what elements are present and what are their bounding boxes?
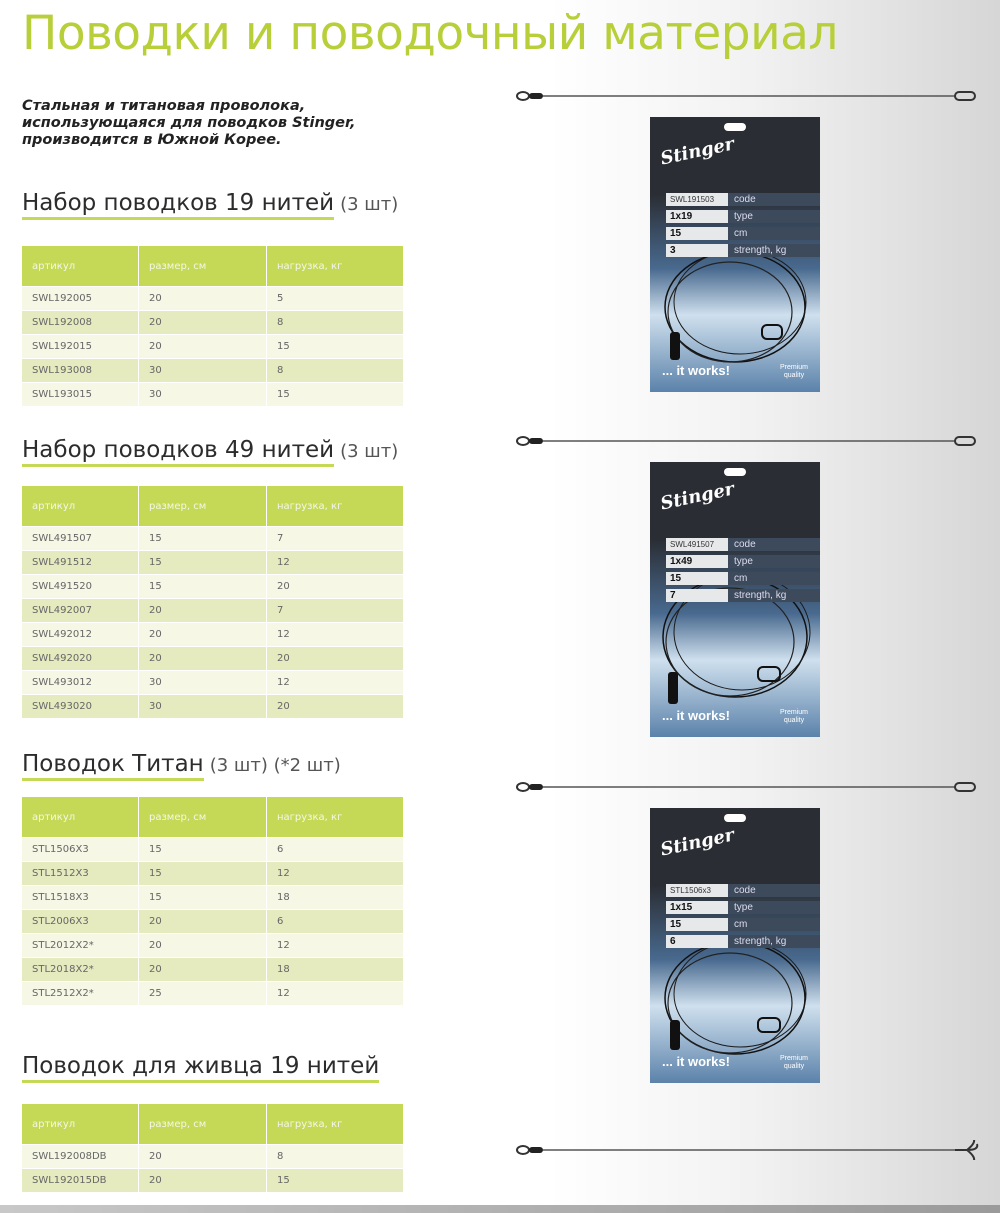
section-title-titanium-leader [22, 751, 341, 781]
cell-size: 20 [139, 957, 267, 981]
intro-line: производится в Южной Корее. [22, 132, 282, 148]
intro-line: Стальная и титановая проволока, [22, 98, 306, 114]
leader-wire-image [515, 86, 980, 106]
quality-badge: Premium quality [779, 1055, 808, 1070]
section-title-text: Набор поводков 49 нитей [22, 437, 334, 467]
package-strength-label: strength, kg [728, 244, 820, 257]
brand-logo: Stinger [658, 133, 737, 170]
cell-size: 30 [139, 382, 267, 406]
product-package-image [650, 462, 820, 737]
product-package-image [650, 808, 820, 1083]
column-header-load: нагрузка, кг [267, 1104, 404, 1144]
package-slogan: ... it works! [662, 708, 730, 723]
brand-logo: Stinger [658, 824, 737, 861]
table-row [22, 694, 404, 718]
package-code-label: code [728, 193, 820, 206]
column-header-load: нагрузка, кг [267, 797, 404, 837]
product-package-image [650, 117, 820, 392]
cell-size: 30 [139, 358, 267, 382]
cell-article: SWL193008 [22, 358, 139, 382]
package-type-label: type [728, 901, 820, 914]
column-header-size: размер, см [139, 486, 267, 526]
cell-article: SWL492012 [22, 622, 139, 646]
cell-article: SWL492007 [22, 598, 139, 622]
package-slogan: ... it works! [662, 363, 730, 378]
package-strength-value: 6 [666, 935, 728, 948]
package-type-value: 1x15 [666, 901, 728, 914]
package-length-value: 15 [666, 227, 728, 240]
cell-article: SWL192008DB [22, 1144, 139, 1168]
table-row [22, 1168, 404, 1192]
table-row [22, 861, 404, 885]
section-note: (3 шт) [340, 194, 399, 215]
package-strength-value: 7 [666, 589, 728, 602]
cell-load: 18 [267, 885, 404, 909]
cell-load: 12 [267, 981, 404, 1005]
column-header-article: артикул [22, 1104, 139, 1144]
table-row [22, 382, 404, 406]
table-row [22, 909, 404, 933]
table-row [22, 598, 404, 622]
intro-line: использующаяся для поводков Stinger, [22, 115, 356, 131]
column-header-size: размер, см [139, 1104, 267, 1144]
cell-article: SWL192015DB [22, 1168, 139, 1192]
table-row [22, 526, 404, 550]
table-row [22, 933, 404, 957]
table-row [22, 1144, 404, 1168]
cell-size: 15 [139, 837, 267, 861]
cell-article: STL2018X2* [22, 957, 139, 981]
cell-size: 15 [139, 526, 267, 550]
table-row [22, 981, 404, 1005]
cell-load: 12 [267, 861, 404, 885]
cell-size: 15 [139, 861, 267, 885]
cell-article: SWL493020 [22, 694, 139, 718]
package-length-label: cm [728, 572, 820, 585]
package-code-label: code [728, 538, 820, 551]
package-length-value: 15 [666, 572, 728, 585]
cell-load: 15 [267, 334, 404, 358]
package-strength-label: strength, kg [728, 935, 820, 948]
cell-size: 15 [139, 885, 267, 909]
cell-article: STL1512X3 [22, 861, 139, 885]
table-row [22, 286, 404, 310]
spec-table-titanium-leader [22, 797, 404, 1005]
package-slogan: ... it works! [662, 1054, 730, 1069]
cell-article: STL2512X2* [22, 981, 139, 1005]
cell-size: 20 [139, 933, 267, 957]
cell-load: 15 [267, 382, 404, 406]
column-header-article: артикул [22, 486, 139, 526]
table-row [22, 646, 404, 670]
cell-load: 8 [267, 310, 404, 334]
table-header-row [22, 246, 404, 286]
leader-wire-image [515, 431, 980, 451]
quality-badge: Premium quality [779, 709, 808, 724]
spec-table-live-bait-leader [22, 1104, 404, 1192]
cell-size: 15 [139, 574, 267, 598]
cell-article: SWL193015 [22, 382, 139, 406]
column-header-article: артикул [22, 246, 139, 286]
section-title-49-strand-set [22, 437, 398, 467]
cell-size: 30 [139, 670, 267, 694]
package-code-label: code [728, 884, 820, 897]
spec-table-49-strand-set [22, 486, 404, 718]
package-type-label: type [728, 210, 820, 223]
cell-article: STL2006X3 [22, 909, 139, 933]
table-row [22, 334, 404, 358]
table-header-row [22, 1104, 404, 1144]
package-length-value: 15 [666, 918, 728, 931]
cell-load: 8 [267, 1144, 404, 1168]
cell-size: 20 [139, 646, 267, 670]
cell-load: 7 [267, 598, 404, 622]
cell-article: SWL192015 [22, 334, 139, 358]
cell-load: 15 [267, 1168, 404, 1192]
cell-article: SWL492020 [22, 646, 139, 670]
cell-article: SWL491507 [22, 526, 139, 550]
cell-article: SWL192005 [22, 286, 139, 310]
cell-size: 20 [139, 1144, 267, 1168]
cell-load: 20 [267, 694, 404, 718]
leader-wire-image [515, 777, 980, 797]
package-type-value: 1x49 [666, 555, 728, 568]
intro-text [22, 98, 356, 149]
cell-load: 12 [267, 670, 404, 694]
cell-load: 6 [267, 909, 404, 933]
cell-size: 30 [139, 694, 267, 718]
cell-article: SWL491512 [22, 550, 139, 574]
cell-size: 20 [139, 598, 267, 622]
cell-article: STL2012X2* [22, 933, 139, 957]
cell-load: 20 [267, 646, 404, 670]
cell-size: 20 [139, 1168, 267, 1192]
cell-size: 20 [139, 909, 267, 933]
cell-article: SWL491520 [22, 574, 139, 598]
cell-load: 18 [267, 957, 404, 981]
section-title-19-strand-set [22, 190, 398, 220]
table-row [22, 670, 404, 694]
cell-load: 6 [267, 837, 404, 861]
quality-badge: Premium quality [779, 364, 808, 379]
spec-table-19-strand-set [22, 246, 404, 406]
cell-load: 20 [267, 574, 404, 598]
section-title-text: Набор поводков 19 нитей [22, 190, 334, 220]
table-row [22, 957, 404, 981]
package-strength-value: 3 [666, 244, 728, 257]
cell-size: 20 [139, 334, 267, 358]
column-header-size: размер, см [139, 246, 267, 286]
section-note: (3 шт) [340, 441, 399, 462]
cell-size: 20 [139, 310, 267, 334]
section-title-text: Поводок для живца 19 нитей [22, 1053, 379, 1083]
cell-load: 5 [267, 286, 404, 310]
table-row [22, 574, 404, 598]
leader-with-treble-hook-image [515, 1140, 980, 1160]
package-type-value: 1x19 [666, 210, 728, 223]
table-row [22, 837, 404, 861]
package-code-value: SWL191503 [666, 193, 728, 206]
section-note: (3 шт) (*2 шт) [209, 755, 341, 776]
cell-size: 15 [139, 550, 267, 574]
package-type-label: type [728, 555, 820, 568]
package-code-value: SWL491507 [666, 538, 728, 551]
column-header-load: нагрузка, кг [267, 486, 404, 526]
cell-load: 7 [267, 526, 404, 550]
cell-load: 12 [267, 933, 404, 957]
page-footer-bar [0, 1205, 1000, 1213]
cell-article: STL1518X3 [22, 885, 139, 909]
package-strength-label: strength, kg [728, 589, 820, 602]
table-row [22, 310, 404, 334]
cell-article: STL1506X3 [22, 837, 139, 861]
brand-logo: Stinger [658, 478, 737, 515]
cell-article: SWL192008 [22, 310, 139, 334]
cell-load: 12 [267, 622, 404, 646]
package-code-value: STL1506x3 [666, 884, 728, 897]
table-row [22, 885, 404, 909]
page-title: Поводки и поводочный материал [22, 6, 838, 61]
cell-size: 25 [139, 981, 267, 1005]
cell-load: 8 [267, 358, 404, 382]
table-row [22, 622, 404, 646]
column-header-load: нагрузка, кг [267, 246, 404, 286]
column-header-article: артикул [22, 797, 139, 837]
table-header-row [22, 797, 404, 837]
table-row [22, 358, 404, 382]
section-title-live-bait-leader [22, 1053, 379, 1083]
cell-size: 20 [139, 286, 267, 310]
column-header-size: размер, см [139, 797, 267, 837]
cell-load: 12 [267, 550, 404, 574]
cell-article: SWL493012 [22, 670, 139, 694]
cell-size: 20 [139, 622, 267, 646]
table-row [22, 550, 404, 574]
section-title-text: Поводок Титан [22, 751, 204, 781]
table-header-row [22, 486, 404, 526]
package-length-label: cm [728, 918, 820, 931]
package-length-label: cm [728, 227, 820, 240]
